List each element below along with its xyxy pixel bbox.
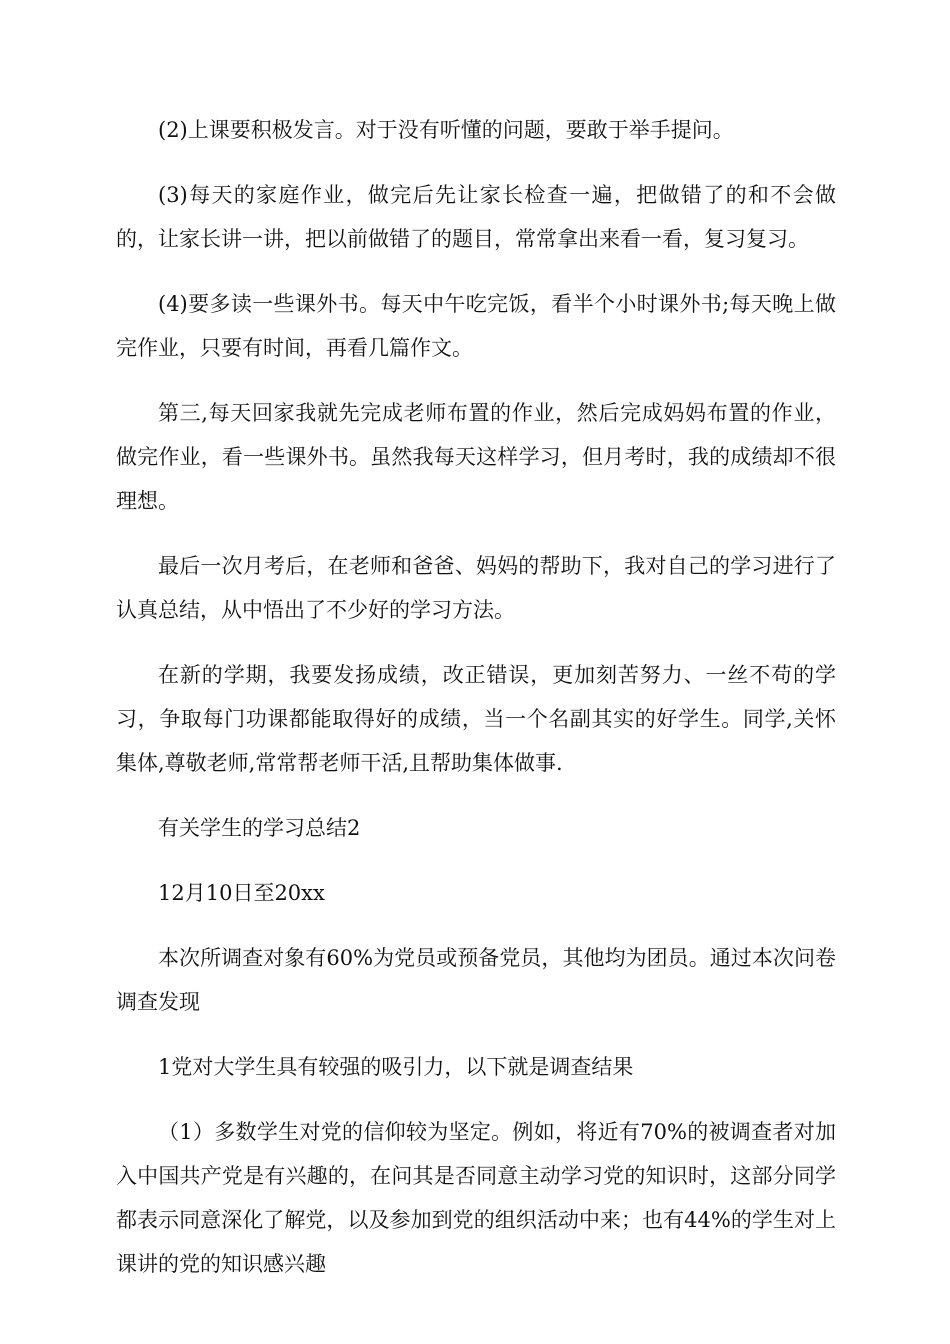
section-heading: 有关学生的学习总结2	[158, 816, 361, 840]
paragraph-new-semester: 在新的学期，我要发扬成绩，改正错误，更加刻苦努力、一丝不苟的学习，争取每门功课都能取得好的成绩，当一个名副其实的好学生。同学,关怀集体,尊敬老师,常常帮老师干活,且帮助集体做事.	[116, 663, 836, 775]
paragraph-survey-intro: 本次所调查对象有60%为党员或预备党员，其他均为团员。通过本次问卷调查发现	[116, 946, 836, 1014]
paragraph-survey-detail: （1）多数学生对党的信仰较为坚定。例如，将近有70%的被调查者对加入中国共产党是有兴趣的，在问其是否同意主动学习党的知识时，这部分同学都表示同意深化了解党，以及参加到党的组织活动中来；也有44%的学生对上课讲的党的知识感兴趣	[116, 1120, 836, 1276]
date-line: 12月10日至20xx	[158, 881, 325, 905]
paragraph-point-4: (4)要多读一些课外书。每天中午吃完饭，看半个小时课外书;每天晚上做完作业，只要有时间，再看几篇作文。	[116, 292, 836, 360]
paragraph-point-heading-1: 1党对大学生具有较强的吸引力，以下就是调查结果	[158, 1055, 634, 1079]
paragraph-third: 第三,每天回家我就先完成老师布置的作业，然后完成妈妈布置的作业，做完作业，看一些课外书。虽然我每天这样学习，但月考时，我的成绩却不很理想。	[116, 401, 836, 513]
document-body	[116, 108, 836, 1307]
paragraph-point-3: (3)每天的家庭作业，做完后先让家长检查一遍，把做错了的和不会做的，让家长讲一讲，把以前做错了的题目，常常拿出来看一看，复习复习。	[116, 183, 836, 251]
paragraph-last-exam: 最后一次月考后，在老师和爸爸、妈妈的帮助下，我对自己的学习进行了认真总结，从中悟出了不少好的学习方法。	[116, 554, 836, 622]
paragraph-point-2: (2)上课要积极发言。对于没有听懂的问题，要敢于举手提问。	[158, 118, 734, 142]
